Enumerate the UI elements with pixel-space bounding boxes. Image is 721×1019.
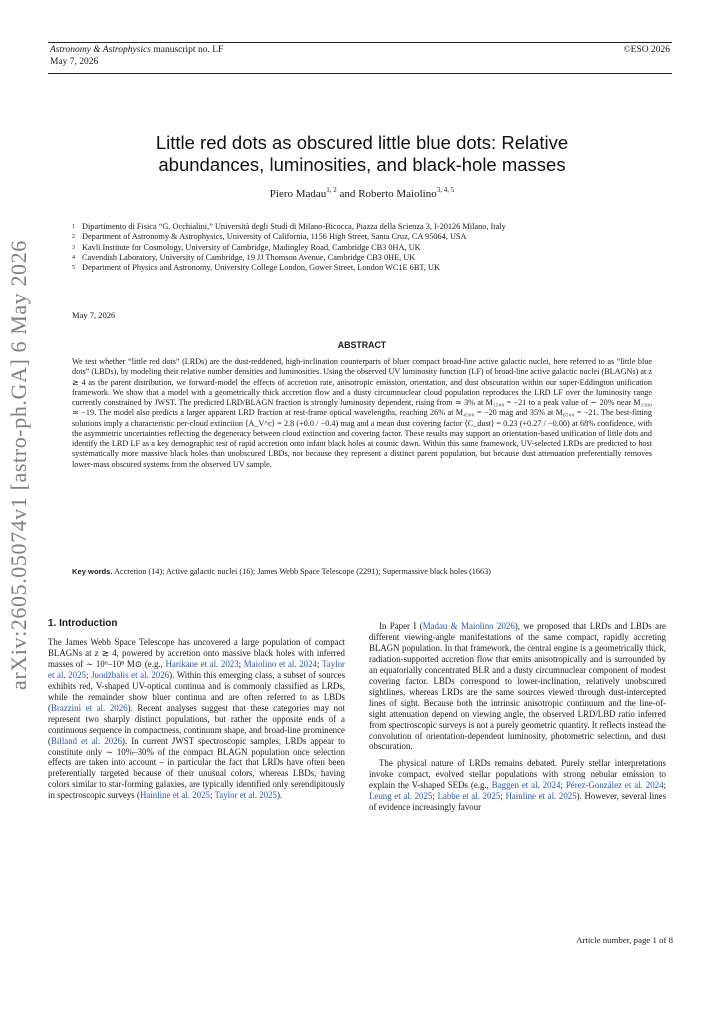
affiliation-text: Kavli Institute for Cosmology, University of Cambridge, Madingley Road, Cambridge CB3 0HA, UK [82, 242, 421, 252]
separator: ; [85, 669, 92, 680]
author-and: and [336, 188, 359, 200]
affiliation-text: Department of Astronomy & Astrophysics, University of California, 1156 High Street, Santa Cruz, CA 95064, USA [82, 232, 467, 242]
author-1: Piero Madau [269, 188, 327, 200]
title-line-2: abundances, luminosities, and black-hole masses [158, 154, 566, 175]
citation-link[interactable]: Baggen et al. 2024 [491, 780, 561, 791]
citation-link[interactable]: Madau & Maiolino 2026 [422, 621, 515, 631]
paragraph-text: ). [276, 790, 283, 801]
author-1-affil: 1, 2 [326, 186, 337, 194]
keywords-label: Key words. [72, 567, 113, 576]
intro-paragraph-2 [369, 621, 666, 752]
citation-link[interactable]: Taylor et al. 2025 [214, 790, 277, 801]
separator: ; [432, 791, 438, 802]
copyright: ©ESO 2026 [623, 45, 670, 55]
arxiv-id: arXiv:2605.05074v1 [astro-ph.GA] 6 May 2026 [6, 240, 31, 690]
paragraph-text: The physical nature of LRDs remains debated. Purely stellar interpretations invoke compact, evolved stellar populations with strong nebular emission to explain the V-shaped SEDs (e.g., [369, 758, 666, 791]
citation-link[interactable]: Pérez-González et al. 2024 [565, 780, 664, 791]
title-line-1: Little red dots as obscured little blue dots: Relative [155, 132, 569, 153]
manuscript-date: May 7, 2026 [72, 310, 116, 320]
header-date: May 7, 2026 [50, 56, 99, 67]
citation-link[interactable]: Harikane et al. 2023 [165, 658, 239, 669]
abstract-heading: ABSTRACT [337, 340, 387, 350]
left-column [48, 637, 345, 801]
citation-link[interactable]: Hainline et al. 2025 [505, 791, 577, 802]
paragraph-text: ), we proposed that LRDs and LBDs are different viewing-angle manifestations of the same compact, rapidly accreting BLAGN population. In that framework, the central engine is a geometrically thick, radiation-supported accretion flow that emits anisotropically and is surrounded by an equatorially concentrated BLR and a dusty circumnuclear component of modest covering factor. LBDs correspond to lower-inclination, relatively unobscured sightlines, whereas LRDs are the same sources viewed through dust-intercepted lines of sight. Because both the intrinsic anisotropic continuum and the line-of-sight attenuation depend on viewing angle, the observed LRD/LBD ratio inferred from spectroscopic surveys is not a purely geometric quantity. It reflects instead the convolution of orientation-dependent luminosity, photometric selection, and dust obscuration. [369, 621, 666, 752]
citation-link[interactable]: Hainline et al. 2025 [139, 790, 210, 801]
affiliation-text: Dipartimento di Fisica “G. Occhialini,” Università degli Studi di Milano-Bicocca, Piazza della Scienza 3, I-20126 Milano, Italy [82, 222, 506, 231]
paragraph-text: ). However, several lines of evidence increasingly favour [369, 791, 667, 813]
journal-info [50, 45, 223, 68]
affiliation-item [72, 222, 652, 232]
affiliation-text: Cavendish Laboratory, University of Cambridge, 19 JJ Thomson Avenue, Cambridge CB3 0HE, UK [82, 252, 416, 262]
separator: ; [560, 780, 566, 791]
citation-link[interactable]: Billand et al. 2026 [50, 735, 123, 746]
paragraph-text: ). Recent analyses suggest that these categories may not represent two sharply distinct populations, but rather the opposite ends of a continuous sequence in compactness, continuum shape, and broad-line prominence ( [48, 702, 345, 746]
keywords-list: Accretion (14); Active galactic nuclei (16); James Webb Space Telescope (2291); Supermassive black holes (1663) [112, 567, 491, 576]
separator: ; [209, 790, 215, 801]
abstract-text: We test whether “little red dots” (LRDs) are the dust-reddened, high-inclination counterparts of bluer compact broad-line active galactic nuclei, here referred to as “little blue dots” (LBDs), by modeling their relative number densities and luminosities. Using the observed UV luminosity function (LF) of broad-line active galactic nuclei (BLAGNs) at z ≳ 4 as the parent distribution, we forward-model the effects of accretion rate, anisotropic emission, orientation, and dust obscuration within our super-Eddington unification framework. We show that a model with a geometrically thick accretion flow and a dusty circumnuclear cloud population reproduces the LRD LF over the luminosity range currently constrained by JWST. The predicted LRD/BLAGN fraction is strongly luminosity dependent, rising from ≃ 3% at M₁₅₀₀ = −21 to a peak value of ∼ 20% near M₁₅₀₀ ≃ −19. The model also predicts a larger apparent LRD fraction at rest-frame optical wavelengths, reaching 26% at M₄₅₀₀ = −20 mag and 35% at M₆₅₀₀ = −21. The best-fitting solutions imply a characteristic per-cloud extinction ⟨A_V^c⟩ = 2.8 (+0.0 / −0.4) mag and a mean dust covering factor ⟨C_dust⟩ = 0.23 (+0.27 / −0.00) at 68% confidence, with the asymmetric uncertainties reflecting the degeneracy between cloud extinction and covering factor. These results may support an orientation-based unification of little dots and identify the LRD LF as a key demographic test of rapid accretion onto infant black holes at cosmic dawn. Within this same framework, UV-selected LRDs are predicted to host systematically more massive black holes than unobscured LBDs, not because they represent a distinct parent population, but because dust attenuation preferentially removes lower-mass obscured systems from the observed UV sample. [72, 357, 652, 469]
paragraph-text: ). In current JWST spectroscopic samples, LRDs appear to constitute only ∼ 10%–30% of the compact BLAGN population once selection effects are taken into account – in particular the fact that LRDs have often been preferentially targeted because of their unusual colors, whereas LBDs, having colors similar to star-forming galaxies, are typically identified only serendipitously in spectroscopic surveys ( [48, 735, 345, 801]
affiliation-number: 5 [72, 265, 75, 272]
section-heading-introduction: 1. Introduction [48, 618, 118, 629]
affiliation-item [72, 253, 652, 263]
separator: ; [663, 780, 666, 791]
affiliation-number: 4 [72, 254, 75, 261]
paragraph-text: ). Within this emerging class, a subset of sources exhibits red, V-shaped UV-optical continua and is commonly classified as LRDs, while the remainder show bluer continua and are often referred to as LBDs ( [48, 669, 346, 713]
separator: ; [500, 791, 506, 802]
citation-link[interactable]: Maiolino et al. 2024 [243, 658, 317, 669]
journal-name: Astronomy & Astrophysics [50, 45, 151, 55]
citation-link[interactable]: Brazzini et al. 2026 [50, 702, 128, 713]
right-column [369, 621, 666, 813]
affiliation-number: 3 [72, 244, 75, 251]
separator: ; [317, 658, 322, 669]
citation-link[interactable]: Taylor et al. 2025 [48, 658, 345, 680]
running-header [48, 42, 672, 74]
separator: ; [238, 658, 244, 669]
affiliation-item [72, 232, 652, 242]
paper-title [72, 132, 652, 176]
intro-paragraph-3 [369, 758, 666, 813]
citation-link[interactable]: Leung et al. 2025 [369, 791, 433, 802]
affiliation-text: Department of Physics and Astronomy, University College London, Gower Street, London WC1E 6BT, UK [82, 263, 440, 273]
intro-paragraph-1 [48, 637, 345, 801]
citation-link[interactable]: Labbe et al. 2025 [437, 791, 501, 802]
author-2: Roberto Maiolino [358, 188, 437, 200]
affiliation-item [72, 263, 652, 273]
affiliation-item [72, 243, 652, 253]
keywords [72, 567, 652, 577]
affiliation-number: 1 [72, 224, 75, 230]
author-2-affil: 3, 4, 5 [436, 186, 455, 194]
paragraph-text: In Paper I ( [379, 621, 423, 631]
page-footer: Article number, page 1 of 8 [576, 935, 673, 945]
citation-link[interactable]: Juodžbalis et al. 2026 [91, 669, 170, 680]
affiliation-number: 2 [72, 234, 75, 241]
affiliations [72, 222, 652, 273]
manuscript-number: manuscript no. LF [150, 45, 224, 55]
author-list [72, 188, 652, 200]
paragraph-text: The James Webb Space Telescope has uncovered a large population of compact BLAGNs at z ≳ 4, powered by accretion onto massive black holes with inferred masses of ∼ 10⁶–10⁸ M⊙ (e.g., [48, 637, 345, 669]
